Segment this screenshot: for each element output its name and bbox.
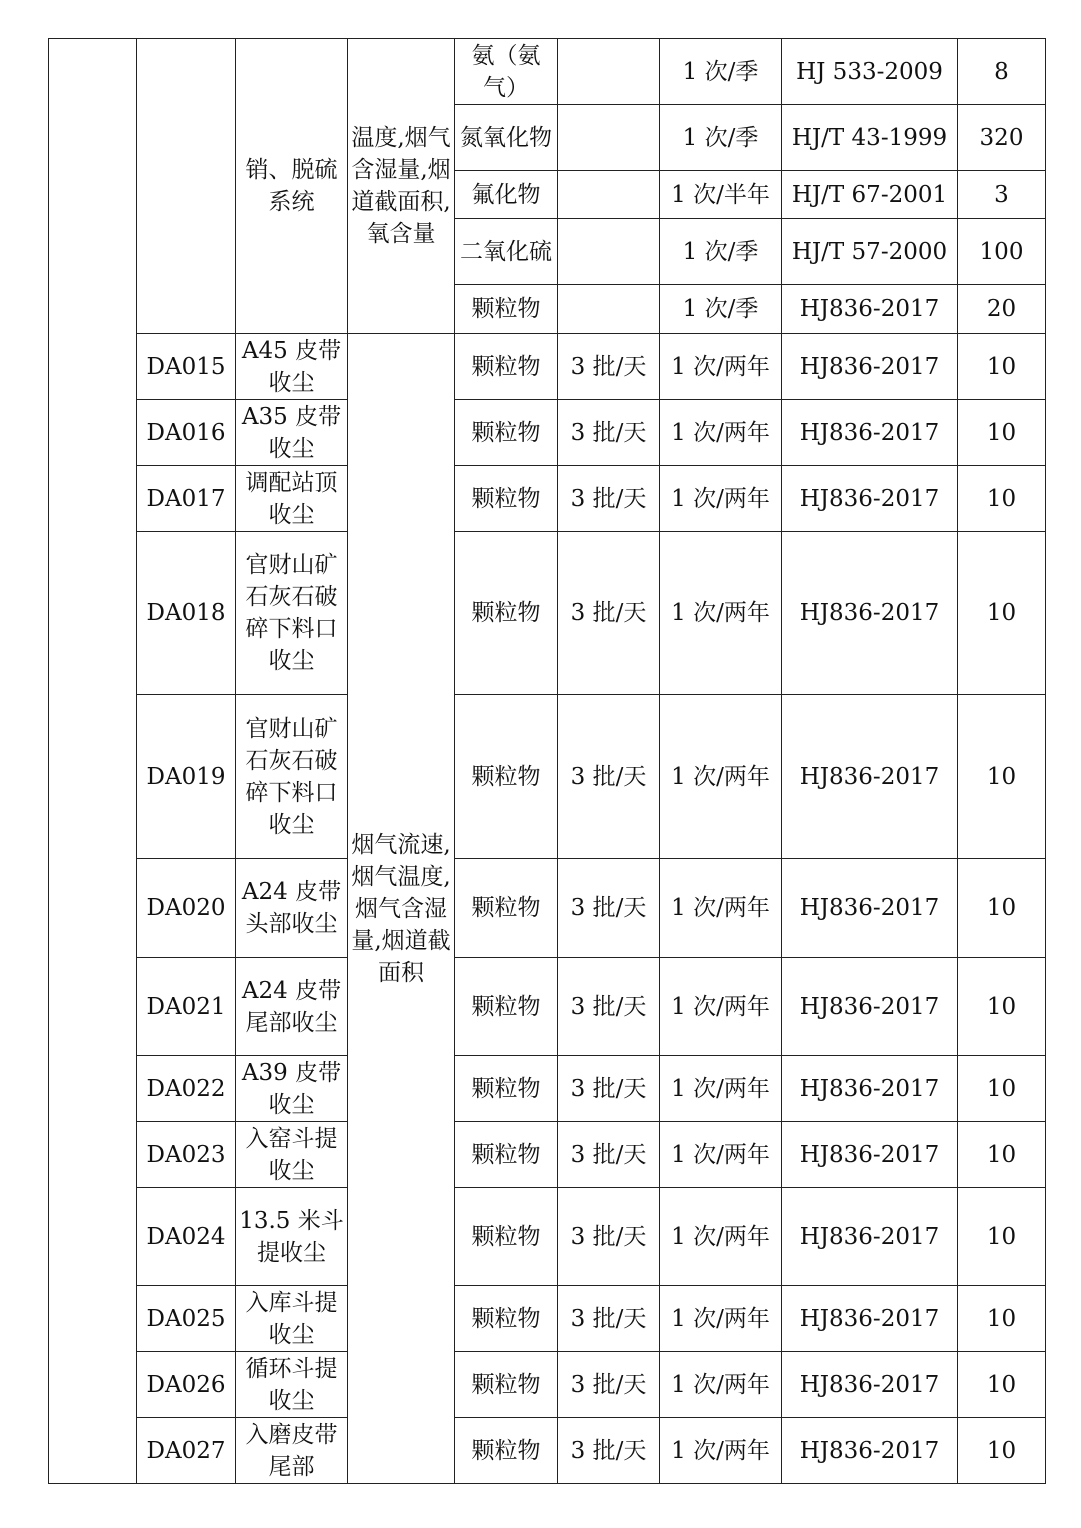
output-cell: 3 批/天 (558, 334, 660, 400)
outlet-id-cell: DA021 (137, 958, 236, 1056)
output-cell (558, 219, 660, 285)
standard-cell: HJ836-2017 (782, 859, 958, 958)
standard-cell: HJ836-2017 (782, 532, 958, 695)
outlet-id-cell: DA019 (137, 695, 236, 859)
table-row (49, 958, 1046, 1056)
monitoring-table (48, 38, 1046, 1484)
output-cell: 3 批/天 (558, 958, 660, 1056)
source-cell: A45 皮带收尘 (236, 334, 348, 400)
outlet-id-cell: DA015 (137, 334, 236, 400)
output-cell: 3 批/天 (558, 466, 660, 532)
outlet-id-cell: DA018 (137, 532, 236, 695)
frequency-cell: 1 次/两年 (660, 695, 782, 859)
output-cell: 3 批/天 (558, 1418, 660, 1484)
outlet-id-cell: DA027 (137, 1418, 236, 1484)
params-cell: 烟气流速,烟气温度,烟气含湿量,烟道截面积 (348, 334, 455, 1484)
pollutant-cell: 颗粒物 (455, 1122, 558, 1188)
limit-cell: 10 (958, 695, 1046, 859)
frequency-cell: 1 次/两年 (660, 1122, 782, 1188)
standard-cell: HJ836-2017 (782, 695, 958, 859)
limit-cell: 10 (958, 400, 1046, 466)
pollutant-cell: 颗粒物 (455, 400, 558, 466)
frequency-cell: 1 次/两年 (660, 1352, 782, 1418)
output-cell: 3 批/天 (558, 695, 660, 859)
table-row (49, 334, 1046, 400)
output-cell: 3 批/天 (558, 532, 660, 695)
frequency-cell: 1 次/季 (660, 39, 782, 105)
source-cell: 入磨皮带尾部 (236, 1418, 348, 1484)
source-cell: 入窑斗提收尘 (236, 1122, 348, 1188)
standard-cell: HJ 533-2009 (782, 39, 958, 105)
standard-cell: HJ836-2017 (782, 466, 958, 532)
standard-cell: HJ836-2017 (782, 1188, 958, 1286)
source-cell: A35 皮带收尘 (236, 400, 348, 466)
category-cell (49, 39, 137, 1484)
standard-cell: HJ836-2017 (782, 334, 958, 400)
source-cell: A24 皮带尾部收尘 (236, 958, 348, 1056)
source-cell: 官财山矿石灰石破碎下料口收尘 (236, 532, 348, 695)
output-cell: 3 批/天 (558, 1286, 660, 1352)
pollutant-cell: 颗粒物 (455, 466, 558, 532)
frequency-cell: 1 次/两年 (660, 532, 782, 695)
frequency-cell: 1 次/两年 (660, 859, 782, 958)
table-row (49, 532, 1046, 695)
limit-cell: 10 (958, 1286, 1046, 1352)
table-row (49, 695, 1046, 859)
outlet-id-cell: DA022 (137, 1056, 236, 1122)
outlet-id-cell: DA024 (137, 1188, 236, 1286)
frequency-cell: 1 次/两年 (660, 334, 782, 400)
source-cell: 循环斗提收尘 (236, 1352, 348, 1418)
frequency-cell: 1 次/两年 (660, 1188, 782, 1286)
table-row (49, 466, 1046, 532)
outlet-id-cell: DA020 (137, 859, 236, 958)
frequency-cell: 1 次/两年 (660, 1286, 782, 1352)
limit-cell: 3 (958, 171, 1046, 219)
outlet-id-cell: DA025 (137, 1286, 236, 1352)
frequency-cell: 1 次/季 (660, 285, 782, 334)
standard-cell: HJ836-2017 (782, 958, 958, 1056)
frequency-cell: 1 次/两年 (660, 400, 782, 466)
pollutant-cell: 氟化物 (455, 171, 558, 219)
source-cell: 调配站顶收尘 (236, 466, 348, 532)
output-cell (558, 105, 660, 171)
limit-cell: 20 (958, 285, 1046, 334)
pollutant-cell: 颗粒物 (455, 1418, 558, 1484)
pollutant-cell: 氮氧化物 (455, 105, 558, 171)
standard-cell: HJ836-2017 (782, 285, 958, 334)
pollutant-cell: 颗粒物 (455, 285, 558, 334)
standard-cell: HJ836-2017 (782, 400, 958, 466)
limit-cell: 10 (958, 466, 1046, 532)
limit-cell: 100 (958, 219, 1046, 285)
pollutant-cell: 氨（氨气） (455, 39, 558, 105)
params-cell: 温度,烟气含湿量,烟道截面积,氧含量 (348, 39, 455, 334)
output-cell: 3 批/天 (558, 1122, 660, 1188)
output-cell (558, 39, 660, 105)
standard-cell: HJ836-2017 (782, 1286, 958, 1352)
frequency-cell: 1 次/两年 (660, 466, 782, 532)
pollutant-cell: 颗粒物 (455, 1286, 558, 1352)
source-cell: 13.5 米斗提收尘 (236, 1188, 348, 1286)
standard-cell: HJ/T 57-2000 (782, 219, 958, 285)
source-cell: 入库斗提收尘 (236, 1286, 348, 1352)
pollutant-cell: 颗粒物 (455, 532, 558, 695)
outlet-id-cell: DA016 (137, 400, 236, 466)
outlet-id-cell (137, 39, 236, 334)
output-cell (558, 285, 660, 334)
source-cell: A24 皮带头部收尘 (236, 859, 348, 958)
frequency-cell: 1 次/季 (660, 219, 782, 285)
limit-cell: 10 (958, 334, 1046, 400)
output-cell: 3 批/天 (558, 1056, 660, 1122)
limit-cell: 10 (958, 1352, 1046, 1418)
table-row (49, 1352, 1046, 1418)
table-row (49, 859, 1046, 958)
outlet-id-cell: DA026 (137, 1352, 236, 1418)
source-cell: 官财山矿石灰石破碎下料口收尘 (236, 695, 348, 859)
standard-cell: HJ836-2017 (782, 1056, 958, 1122)
standard-cell: HJ/T 43-1999 (782, 105, 958, 171)
table-row (49, 1418, 1046, 1484)
pollutant-cell: 颗粒物 (455, 859, 558, 958)
table-row (49, 1056, 1046, 1122)
pollutant-cell: 颗粒物 (455, 958, 558, 1056)
frequency-cell: 1 次/两年 (660, 958, 782, 1056)
output-cell: 3 批/天 (558, 400, 660, 466)
table-row (49, 39, 1046, 105)
output-cell: 3 批/天 (558, 1188, 660, 1286)
limit-cell: 10 (958, 1188, 1046, 1286)
source-cell: A39 皮带收尘 (236, 1056, 348, 1122)
table-row (49, 1286, 1046, 1352)
standard-cell: HJ836-2017 (782, 1122, 958, 1188)
limit-cell: 10 (958, 532, 1046, 695)
limit-cell: 10 (958, 859, 1046, 958)
pollutant-cell: 颗粒物 (455, 1188, 558, 1286)
output-cell: 3 批/天 (558, 859, 660, 958)
table-row (49, 1188, 1046, 1286)
frequency-cell: 1 次/季 (660, 105, 782, 171)
frequency-cell: 1 次/两年 (660, 1418, 782, 1484)
outlet-id-cell: DA023 (137, 1122, 236, 1188)
output-cell (558, 171, 660, 219)
standard-cell: HJ836-2017 (782, 1352, 958, 1418)
standard-cell: HJ836-2017 (782, 1418, 958, 1484)
limit-cell: 10 (958, 1122, 1046, 1188)
limit-cell: 8 (958, 39, 1046, 105)
pollutant-cell: 颗粒物 (455, 334, 558, 400)
limit-cell: 10 (958, 1056, 1046, 1122)
limit-cell: 10 (958, 958, 1046, 1056)
limit-cell: 320 (958, 105, 1046, 171)
pollutant-cell: 颗粒物 (455, 1352, 558, 1418)
frequency-cell: 1 次/半年 (660, 171, 782, 219)
table-row (49, 400, 1046, 466)
pollutant-cell: 颗粒物 (455, 695, 558, 859)
outlet-id-cell: DA017 (137, 466, 236, 532)
pollutant-cell: 颗粒物 (455, 1056, 558, 1122)
pollutant-cell: 二氧化硫 (455, 219, 558, 285)
frequency-cell: 1 次/两年 (660, 1056, 782, 1122)
standard-cell: HJ/T 67-2001 (782, 171, 958, 219)
source-cell: 销、脱硫系统 (236, 39, 348, 334)
limit-cell: 10 (958, 1418, 1046, 1484)
output-cell: 3 批/天 (558, 1352, 660, 1418)
table-row (49, 1122, 1046, 1188)
